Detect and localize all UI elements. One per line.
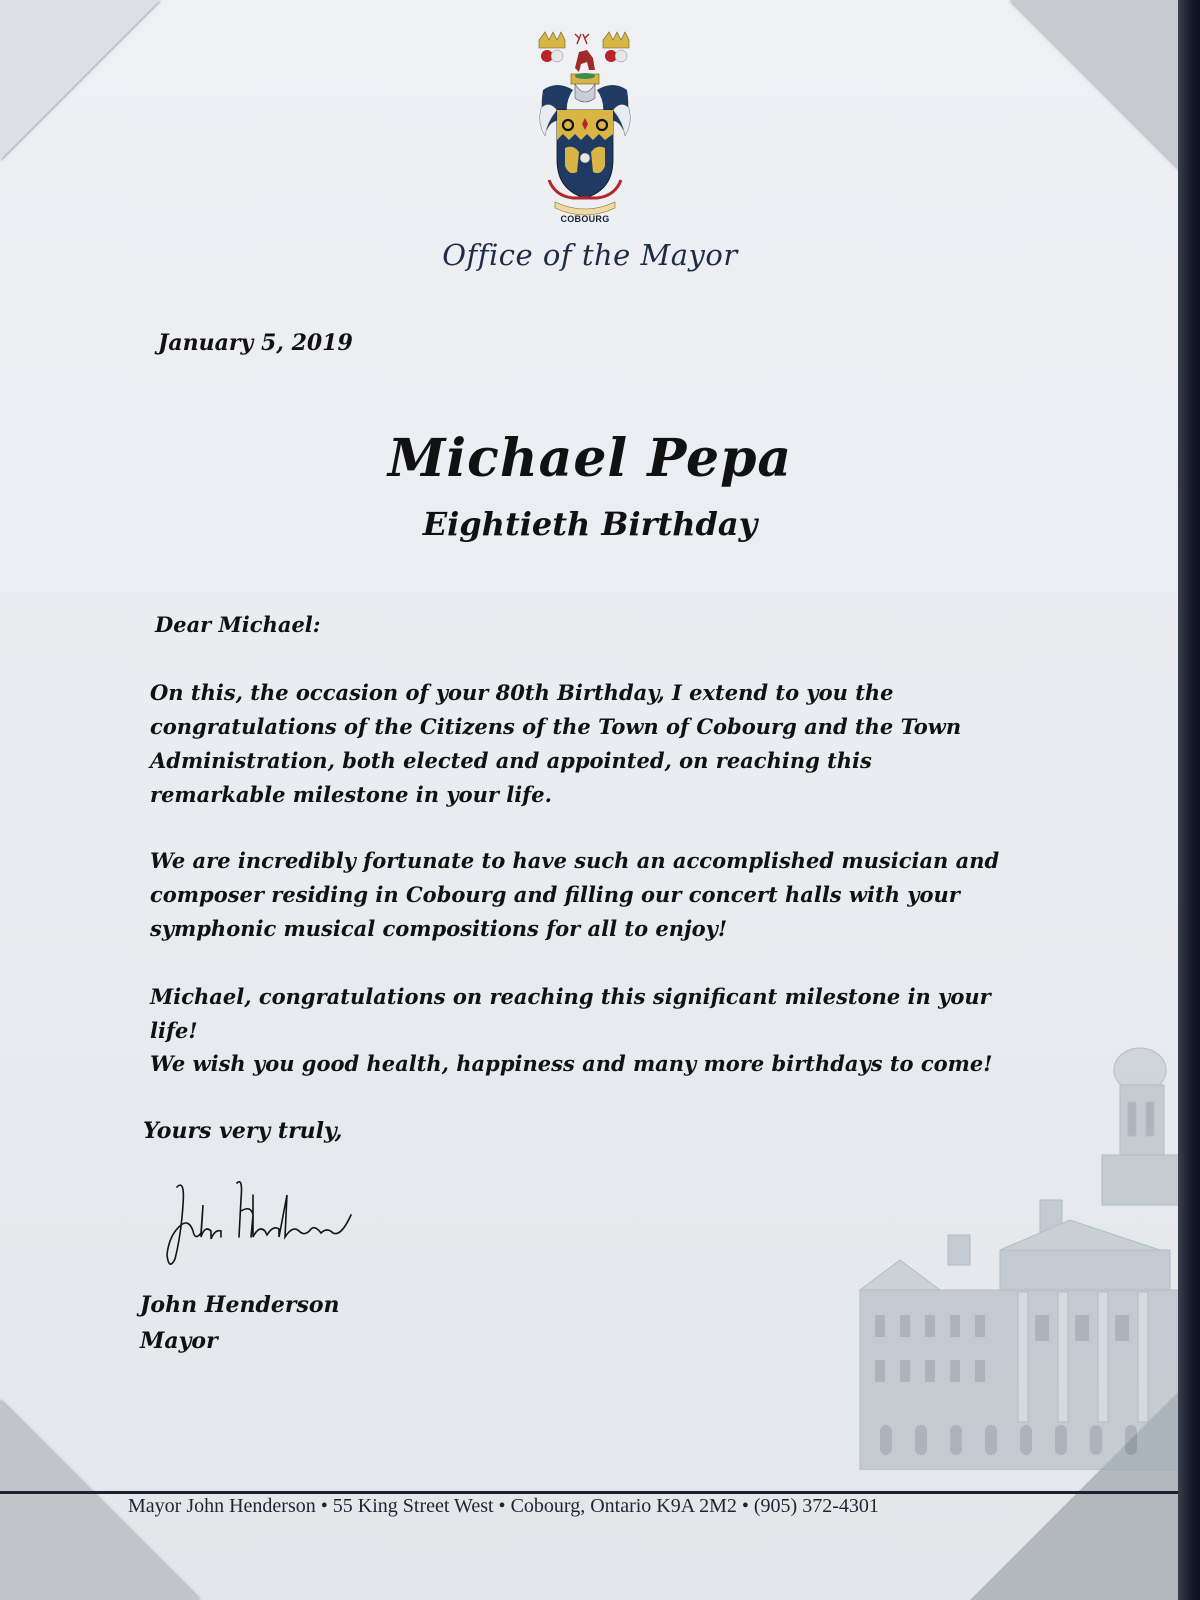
footer-contact-line: [128, 1495, 879, 1518]
body-paragraph: We wish you good health, happiness and many more birthdays to come!: [150, 1051, 993, 1076]
body-paragraph: We are incredibly fortunate to have such an accomplished musician and composer residing in Cobourg and filling our concert halls with your symphonic musical compositions for all to enjoy!: [150, 848, 1000, 941]
signer-name: John Henderson: [140, 1292, 340, 1318]
footer-phone: (905) 372-4301: [753, 1495, 879, 1517]
office-of-the-mayor-heading: Office of the Mayor: [442, 238, 738, 272]
letter-date: January 5, 2019: [158, 330, 353, 356]
town-hall-watermark-icon: [840, 1030, 1180, 1470]
photo-corner-top-left: [0, 0, 160, 160]
signer-title: Mayor: [140, 1328, 218, 1354]
footer-separator: •: [498, 1495, 506, 1517]
footer-divider: [0, 1491, 1180, 1494]
footer-separator: •: [741, 1495, 749, 1517]
footer-address: 55 King Street West: [332, 1495, 494, 1517]
body-paragraph: On this, the occasion of your 80th Birthday, I extend to you the congratulations of the Citizens of the Town of Cobourg and the Town Administration, both elected and appointed, on reaching this remarkable milestone in your life.: [150, 680, 962, 807]
footer-separator: •: [320, 1495, 328, 1517]
photo-corner-top-right: [1010, 0, 1180, 170]
handwritten-signature-icon: [155, 1175, 365, 1275]
recipient-name: Michael Pepa: [387, 428, 793, 489]
crest-label: COBOURG: [560, 214, 610, 224]
salutation: Dear Michael:: [155, 612, 321, 637]
footer-city: Cobourg, Ontario K9A 2M2: [510, 1495, 737, 1517]
closing: Yours very truly,: [143, 1118, 343, 1144]
frame-edge: [1178, 0, 1200, 1600]
body-paragraph: Michael, congratulations on reaching this significant milestone in your life!: [150, 984, 991, 1043]
occasion-subtitle: Eightieth Birthday: [422, 505, 758, 543]
footer-name: Mayor John Henderson: [128, 1495, 316, 1517]
cobourg-coat-of-arms-icon: [535, 30, 635, 230]
